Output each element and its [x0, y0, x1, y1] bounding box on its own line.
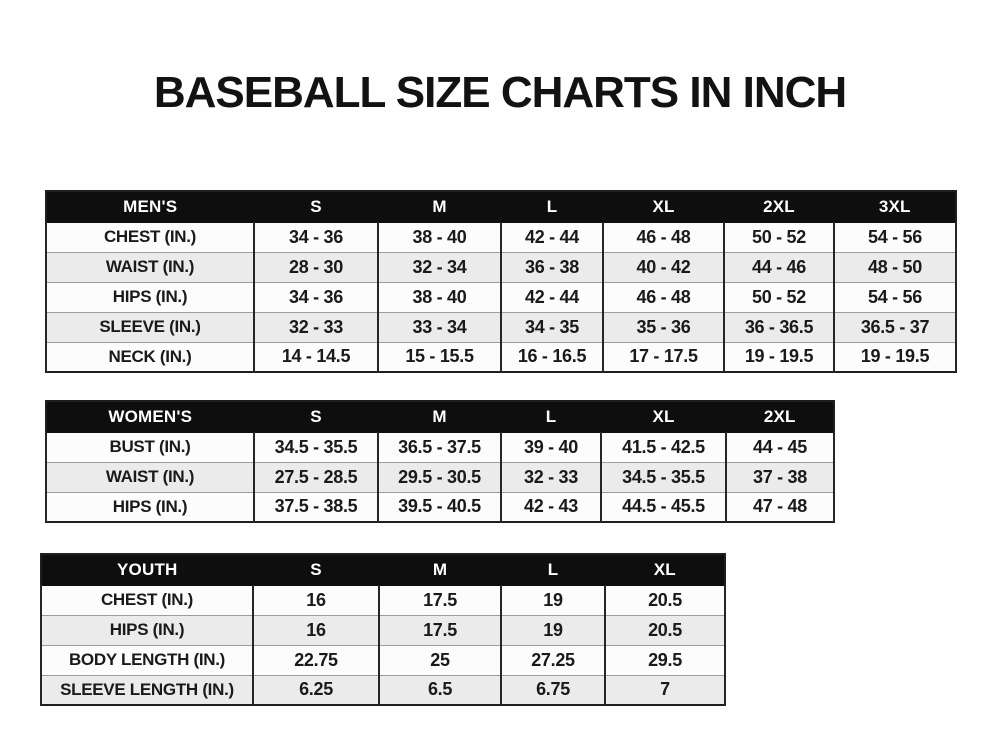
table-row [46, 252, 956, 282]
size-value-cell: 20.5 [605, 615, 725, 645]
measurement-label-cell: WAIST (IN.) [46, 252, 254, 282]
size-value-cell: 36 - 38 [501, 252, 603, 282]
measurement-label-cell: NECK (IN.) [46, 342, 254, 372]
size-value-cell: 32 - 33 [501, 462, 601, 492]
size-header-cell: L [501, 554, 605, 585]
header-row [46, 191, 956, 222]
size-value-cell: 19 - 19.5 [834, 342, 956, 372]
size-value-cell: 19 [501, 615, 605, 645]
size-value-cell: 17.5 [379, 615, 501, 645]
size-value-cell: 44 - 45 [726, 432, 834, 462]
size-value-cell: 41.5 - 42.5 [601, 432, 726, 462]
size-header-cell: 2XL [726, 401, 834, 432]
size-value-cell: 37 - 38 [726, 462, 834, 492]
size-value-cell: 34 - 36 [254, 282, 378, 312]
table-row [41, 615, 725, 645]
table-row [46, 312, 956, 342]
size-value-cell: 20.5 [605, 585, 725, 615]
size-header-cell: XL [601, 401, 726, 432]
size-value-cell: 50 - 52 [724, 222, 834, 252]
size-value-cell: 37.5 - 38.5 [254, 492, 378, 522]
size-value-cell: 34.5 - 35.5 [601, 462, 726, 492]
size-value-cell: 38 - 40 [378, 282, 501, 312]
measurement-label-cell: BODY LENGTH (IN.) [41, 645, 253, 675]
table-row [46, 462, 834, 492]
size-header-cell: S [253, 554, 379, 585]
size-value-cell: 54 - 56 [834, 282, 956, 312]
table-row [41, 585, 725, 615]
size-value-cell: 16 [253, 615, 379, 645]
mens-size-table [45, 190, 957, 373]
size-value-cell: 28 - 30 [254, 252, 378, 282]
size-value-cell: 33 - 34 [378, 312, 501, 342]
table-row [46, 282, 956, 312]
size-value-cell: 27.25 [501, 645, 605, 675]
size-value-cell: 17.5 [379, 585, 501, 615]
size-value-cell: 25 [379, 645, 501, 675]
size-header-cell: M [378, 401, 501, 432]
size-header-cell: XL [603, 191, 724, 222]
table-row [41, 645, 725, 675]
size-value-cell: 34 - 35 [501, 312, 603, 342]
size-value-cell: 34.5 - 35.5 [254, 432, 378, 462]
size-value-cell: 39.5 - 40.5 [378, 492, 501, 522]
measurement-label-cell: CHEST (IN.) [46, 222, 254, 252]
size-value-cell: 19 [501, 585, 605, 615]
measurement-label-cell: SLEEVE LENGTH (IN.) [41, 675, 253, 705]
size-header-cell: M [378, 191, 501, 222]
measurement-label-cell: WAIST (IN.) [46, 462, 254, 492]
header-row [41, 554, 725, 585]
size-value-cell: 6.25 [253, 675, 379, 705]
size-value-cell: 34 - 36 [254, 222, 378, 252]
size-value-cell: 7 [605, 675, 725, 705]
group-title-cell: YOUTH [41, 554, 253, 585]
size-value-cell: 50 - 52 [724, 282, 834, 312]
measurement-label-cell: HIPS (IN.) [46, 492, 254, 522]
size-value-cell: 42 - 44 [501, 222, 603, 252]
size-header-cell: L [501, 401, 601, 432]
measurement-label-cell: HIPS (IN.) [46, 282, 254, 312]
size-value-cell: 6.75 [501, 675, 605, 705]
size-value-cell: 32 - 33 [254, 312, 378, 342]
size-value-cell: 16 - 16.5 [501, 342, 603, 372]
size-value-cell: 46 - 48 [603, 282, 724, 312]
size-header-cell: 2XL [724, 191, 834, 222]
measurement-label-cell: CHEST (IN.) [41, 585, 253, 615]
size-value-cell: 40 - 42 [603, 252, 724, 282]
size-value-cell: 46 - 48 [603, 222, 724, 252]
size-value-cell: 16 [253, 585, 379, 615]
size-header-cell: S [254, 191, 378, 222]
size-value-cell: 35 - 36 [603, 312, 724, 342]
size-value-cell: 42 - 43 [501, 492, 601, 522]
size-value-cell: 14 - 14.5 [254, 342, 378, 372]
size-value-cell: 36 - 36.5 [724, 312, 834, 342]
table-row [46, 342, 956, 372]
size-value-cell: 39 - 40 [501, 432, 601, 462]
size-value-cell: 47 - 48 [726, 492, 834, 522]
size-value-cell: 6.5 [379, 675, 501, 705]
measurement-label-cell: HIPS (IN.) [41, 615, 253, 645]
size-header-cell: M [379, 554, 501, 585]
size-value-cell: 22.75 [253, 645, 379, 675]
table-row [41, 675, 725, 705]
measurement-label-cell: SLEEVE (IN.) [46, 312, 254, 342]
header-row [46, 401, 834, 432]
size-value-cell: 54 - 56 [834, 222, 956, 252]
size-value-cell: 19 - 19.5 [724, 342, 834, 372]
group-title-cell: MEN'S [46, 191, 254, 222]
size-header-cell: L [501, 191, 603, 222]
size-value-cell: 42 - 44 [501, 282, 603, 312]
table-row [46, 492, 834, 522]
size-value-cell: 36.5 - 37 [834, 312, 956, 342]
size-value-cell: 48 - 50 [834, 252, 956, 282]
size-header-cell: XL [605, 554, 725, 585]
womens-size-table [45, 400, 835, 523]
size-value-cell: 44.5 - 45.5 [601, 492, 726, 522]
size-value-cell: 29.5 [605, 645, 725, 675]
size-value-cell: 29.5 - 30.5 [378, 462, 501, 492]
size-value-cell: 17 - 17.5 [603, 342, 724, 372]
table-row [46, 222, 956, 252]
size-header-cell: S [254, 401, 378, 432]
size-value-cell: 27.5 - 28.5 [254, 462, 378, 492]
size-header-cell: 3XL [834, 191, 956, 222]
measurement-label-cell: BUST (IN.) [46, 432, 254, 462]
size-value-cell: 38 - 40 [378, 222, 501, 252]
table-row [46, 432, 834, 462]
group-title-cell: WOMEN'S [46, 401, 254, 432]
youth-size-table [40, 553, 726, 706]
size-value-cell: 36.5 - 37.5 [378, 432, 501, 462]
size-value-cell: 15 - 15.5 [378, 342, 501, 372]
page-title: BASEBALL SIZE CHARTS IN INCH [153, 68, 847, 117]
size-value-cell: 32 - 34 [378, 252, 501, 282]
size-value-cell: 44 - 46 [724, 252, 834, 282]
